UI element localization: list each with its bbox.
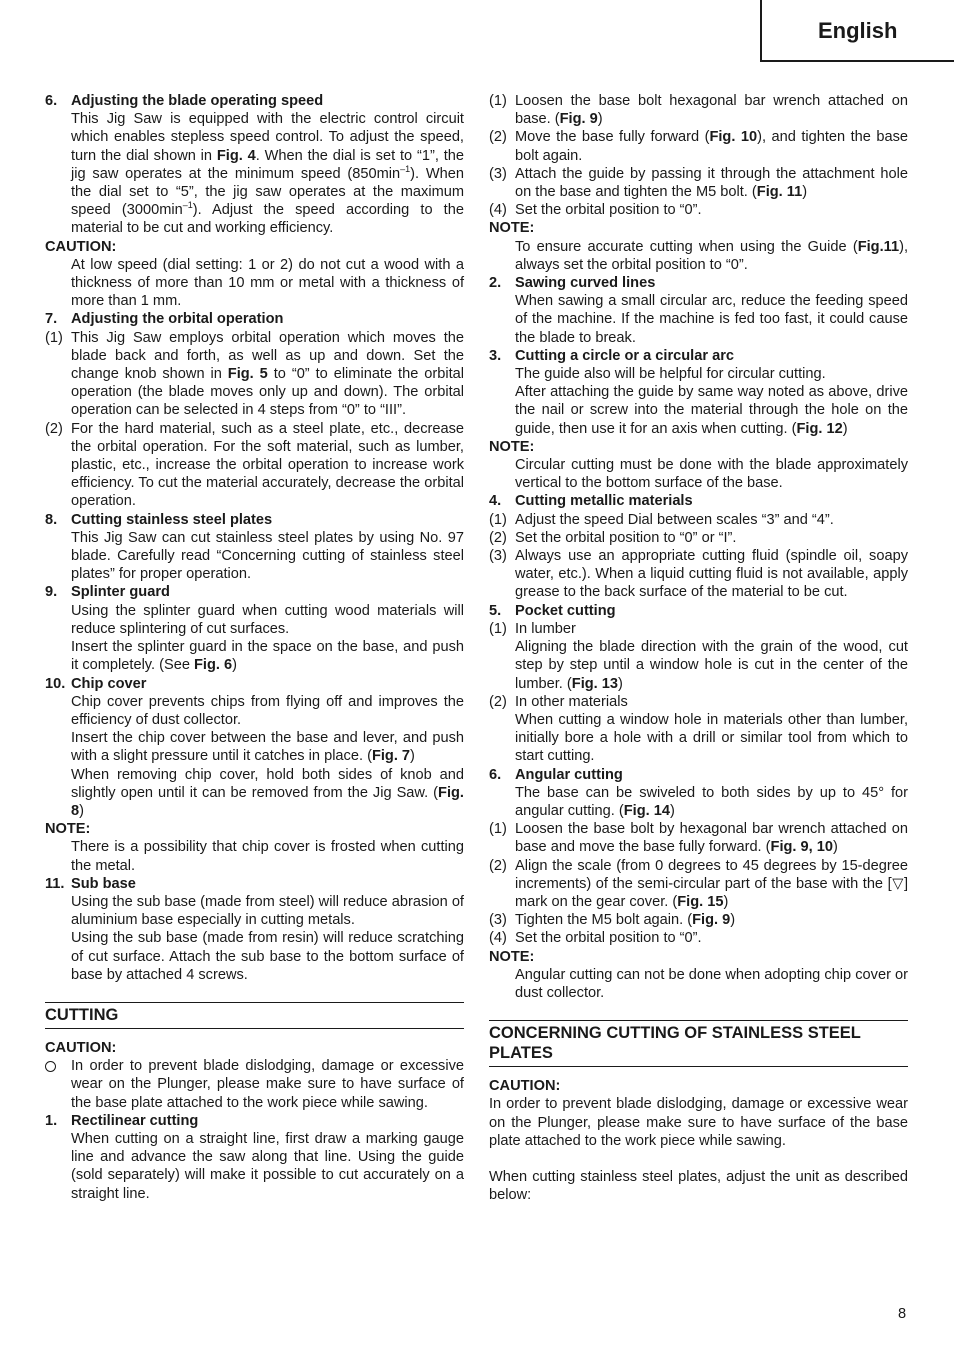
list-item: (1) Loosen the base bolt by hexagonal bar wrench attached on base and move the base fully forward. (Fig. 9, 10) <box>489 821 908 856</box>
list-item: (1) In lumber <box>489 620 576 637</box>
right-column <box>489 92 908 1204</box>
list-item: (4) Set the orbital position to “0”. <box>489 930 702 947</box>
section-heading: 3. Cutting a circle or a circular arc <box>489 347 734 364</box>
paragraph: At low speed (dial setting: 1 or 2) do not cut a wood with a thickness of more than 10 mm or metal with a thickness of more than 1 mm. <box>71 256 464 310</box>
section-heading: 8. Cutting stainless steel plates <box>45 511 273 528</box>
paragraph: When removing chip cover, hold both sides of knob and slightly open until it can be removed from the Jig Saw. (Fig. 8) <box>71 766 464 819</box>
language-tab <box>760 0 954 62</box>
paragraph: When cutting a window hole in materials other than lumber, initially bore a hole with a drill or similar tool from which to start cutting. <box>515 711 908 765</box>
section-heading: 10. Chip cover <box>45 675 147 692</box>
list-item: (2) For the hard material, such as a steel plate, etc., decrease the orbital operation. For the soft material, such as lumber, plastic, etc., increase the orbital operation to increase work efficiency. To cut the material accurately, decrease the orbital operation. <box>45 420 464 510</box>
paragraph: Using the sub base (made from steel) will reduce abrasion of aluminium base especially in cutting metals. <box>71 893 464 929</box>
note-label: NOTE: <box>489 220 535 237</box>
paragraph: Chip cover prevents chips from flying off and improves the efficiency of dust collector. <box>71 693 464 728</box>
section-heading: 2. Sawing curved lines <box>489 275 656 292</box>
paragraph: After attaching the guide by same way noted as above, drive the nail or screw into the material through the hole on the guide, then use it for an axis when cutting. (Fig. 12) <box>515 384 908 437</box>
note-label: NOTE: <box>489 948 535 965</box>
note-label: NOTE: <box>489 438 535 455</box>
list-item: (1) Adjust the speed Dial between scales “3” and “4”. <box>489 511 834 528</box>
list-item: (3) Tighten the M5 bolt again. (Fig. 9) <box>489 912 736 929</box>
paragraph: Using the sub base (made from resin) will reduce scratching of cut surface. Attach the sub base to the bottom surface of base by attached 4 screws. <box>71 930 464 983</box>
section-title-cutting: CUTTING <box>45 1002 464 1029</box>
list-item: (4) Set the orbital position to “0”. <box>489 202 702 219</box>
paragraph: This Jig Saw is equipped with the electric control circuit which enables stepless speed control. To adjust the speed, turn the dial shown in Fig. 4. When the dial is set to “1”, the jig saw operates at the minimum speed $(850\min^{-1})$. When the dial set to “5”, the jig saw operates at the maximum speed $(3000\min^{-1})$. Adjust the speed according to the material to be cut and working efficiency. <box>71 111 464 237</box>
bullet-item: In order to prevent blade dislodging, damage or excessive wear on the Plunger, please make sure to have surface of the base plate attached to the work piece while sawing. <box>45 1057 464 1112</box>
paragraph: To ensure accurate cutting when using the Guide (Fig.11), always set the orbital position to “0”. <box>515 238 908 273</box>
paragraph: The guide also will be helpful for circular cutting. <box>515 366 826 383</box>
section-heading: 7. Adjusting the orbital operation <box>45 311 284 328</box>
page-number: 8 <box>898 1306 907 1322</box>
paragraph: There is a possibility that chip cover is frosted when cutting the metal. <box>71 839 464 874</box>
list-item: (3) Attach the guide by passing it through the attachment hole on the base and tighten the M5 bolt. (Fig. 11) <box>489 165 908 201</box>
list-item: (2) Align the scale (from 0 degrees to 45 degrees by 15-degree increments) of the semi-circular part of the base with the [▽] mark on the gear cover. (Fig. 15) <box>489 857 908 910</box>
section-heading: 1. Rectilinear cutting <box>45 1112 199 1129</box>
section-title-stainless: CONCERNING CUTTING OF STAINLESS STEEL PLATES <box>489 1020 908 1067</box>
note-label: NOTE: <box>45 821 91 838</box>
list-item: (1) This Jig Saw employs orbital operation which moves the blade back and forth, as well as up and down. Set the change knob shown in Fig. 5 to “0” to eliminate the orbital operation (the blade moves only up and down). The orbital operation can be selected in 4 steps from “0” to “III”. <box>45 329 464 419</box>
list-item: (2) Set the orbital position to “0” or “I”. <box>489 529 737 546</box>
list-item: (2) Move the base fully forward (Fig. 10), and tighten the base bolt again. <box>489 129 909 164</box>
caution-label: CAUTION: <box>489 1078 561 1095</box>
paragraph: In order to prevent blade dislodging, damage or excessive wear on the Plunger, please make sure to have surface of the base plate attached to the work piece while sawing. <box>489 1096 908 1149</box>
section-heading: 11. Sub base <box>45 875 136 892</box>
section-heading: 4. Cutting metallic materials <box>489 493 693 510</box>
paragraph: When cutting on a straight line, first draw a marking gauge line and advance the saw along that line. Using the guide (sold separately) will make it possible to cut accurately on a straight line. <box>71 1130 464 1202</box>
list-item: (3) Always use an appropriate cutting fluid (spindle oil, soapy water, etc.). When a liquid cutting fluid is not available, apply grease to the back surface of the material to be cut. <box>489 548 908 601</box>
caution-label: CAUTION: <box>45 1039 117 1056</box>
paragraph: This Jig Saw can cut stainless steel plates by using No. 97 blade. Carefully read “Concerning cutting of stainless steel plates” for proper operation. <box>71 529 464 583</box>
paragraph: Angular cutting can not be done when adopting chip cover or dust collector. <box>515 966 908 1001</box>
section-heading: 6. Adjusting the blade operating speed <box>45 93 324 109</box>
paragraph: Insert the chip cover between the base and lever, and push with a slight pressure until it catches in place. (Fig. 7) <box>71 730 464 765</box>
paragraph: Aligning the blade direction with the grain of the wood, cut step by step until a window hole is cut in the center of the lumber. (Fig. 13) <box>515 639 908 692</box>
paragraph: When sawing a small circular arc, reduce the feeding speed of the machine. If the machine is fed too fast, it could cause the blade to break. <box>515 293 908 346</box>
paragraph: When cutting stainless steel plates, adjust the unit as described below: <box>489 1168 908 1204</box>
section-heading: 6. Angular cutting <box>489 766 623 783</box>
circle-bullet-icon <box>45 1061 56 1072</box>
paragraph: The base can be swiveled to both sides by up to 45° for angular cutting. (Fig. 14) <box>515 784 908 819</box>
list-item: (2) In other materials <box>489 693 628 710</box>
language-label: English <box>818 18 898 43</box>
section-heading: 9. Splinter guard <box>45 584 170 601</box>
list-item: (1) Loosen the base bolt hexagonal bar wrench attached on base. (Fig. 9) <box>489 93 908 128</box>
paragraph: Using the splinter guard when cutting wood materials will reduce splintering of cut surfaces. <box>71 602 464 637</box>
caution-label: CAUTION: <box>45 238 117 255</box>
paragraph: Insert the splinter guard in the space on the base, and push it completely. (See Fig. 6) <box>71 639 464 674</box>
section-heading: 5. Pocket cutting <box>489 602 616 619</box>
left-column <box>45 92 464 1203</box>
paragraph: Circular cutting must be done with the blade approximately vertical to the bottom surface of the base. <box>515 457 908 492</box>
